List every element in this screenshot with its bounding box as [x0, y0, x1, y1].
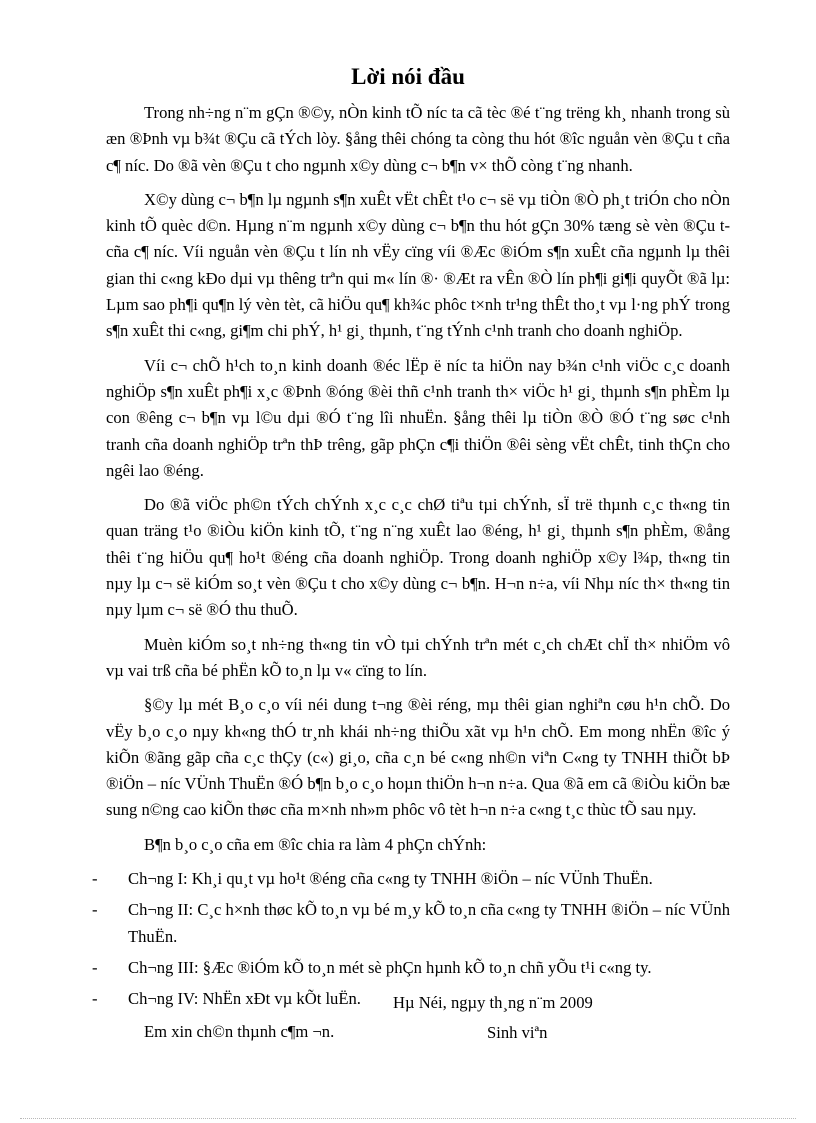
paragraph: X©y dùng c¬ b¶n lµ ngµnh s¶n xuÊt vËt chÊt t¹o c¬ së vµ tiÒn ®Ò ph¸t triÓn cho nÒn kinh tÕ quèc d©n. Hµng n¨m ngµnh x©y dùng c¬ b¶n thu hót gÇn 30% tæng sè vèn ®Çu t cña c¶ níc. Víi nguån vèn ®Çu t lín nh vËy cïng víi ®Æc ®iÓm s¶n xuÊt cña ngµnh lµ thêi gian thi c«ng kÐo dµi vµ thêng trªn qui m« lín ®· ®Æt ra vÊn ®Ò lín ph¶i gi¶i quyÕt ®ã lµ: Lµm sao ph¶i qu¶n lý vèn tèt, cã hiÖu qu¶ kh¾c phôc t×nh tr¹ng thÊt tho¸t vµ l·ng phÝ trong s¶n xuÊt thi c«ng, gi¶m chi phÝ, h¹ gi¸ thµnh, t¨ng tÝnh c¹nh tranh cho doanh nghiÖp. [106, 189, 730, 341]
chapter-text: Ch¬ng I: Kh¸i qu¸t vµ ho¹t ®éng cña c«ng ty TNHH ®iÖn – níc VÜnh ThuËn. [128, 869, 653, 889]
place-date: Hµ Néi, ngµy th¸ng n¨m 2009 [393, 993, 593, 1012]
paragraph: B¶n b¸o c¸o cña em ®îc chia ra làm 4 phÇn chÝnh: [144, 834, 487, 854]
signature-block [393, 988, 713, 1048]
list-bullet: - [92, 957, 98, 977]
chapter-text: Ch¬ng II: C¸c h×nh thøc kÕ to¸n vµ bé m¸y kÕ to¸n cña c«ng ty TNHH ®iÖn – níc VÜnh ThuËn. [128, 900, 730, 946]
paragraph: Trong nh÷ng n¨m gÇn ®©y, nÒn kinh tÕ níc ta cã tèc ®é t¨ng trëng kh¸ nhanh trong sù æn ®Þnh vµ b¾t ®Çu cã tÝch lòy. §ång thêi chóng ta còng thu hót ®îc nguån vèn ®Çu t cña c¶ níc. Do ®ã vèn ®Çu t cho ngµnh x©y dùng c¬ b¶n v× thÕ còng t¨ng nhanh. [106, 103, 730, 175]
paragraph: Do ®ã viÖc ph©n tÝch chÝnh x¸c c¸c chØ tiªu tµi chÝnh, sÏ trë thµnh c¸c th«ng tin quan träng t¹o ®iÒu kiÖn kinh tÕ, t¨ng n¨ng xuÊt lao ®éng, h¹ gi¸ thµnh s¶n phÈm, ®ång thêi t¨ng hiÖu qu¶ ho¹t ®éng cña doanh nghiÖp. Trong doanh nghiÖp x©y l¾p, th«ng tin nµy lµ c¬ së kiÓm so¸t vèn ®Çu t cho x©y dùng c¬ b¶n. H¬n n÷a, víi Nhµ níc th× th«ng tin nµy lµm c¬ së ®Ó thu thuÕ. [106, 495, 730, 620]
list-bullet: - [92, 900, 98, 920]
chapter-item [92, 955, 730, 981]
paragraph: Muèn kiÓm so¸t nh÷ng th«ng tin vÒ tµi chÝnh trªn mét c¸ch chÆt chÏ th× nhiÖm vô vµ vai trß cña bé phËn kÕ to¸n lµ v« cïng to lín. [106, 634, 730, 680]
paragraph: Víi c¬ chÕ h¹ch to¸n kinh doanh ®éc lËp ë níc ta hiÖn nay b¾n c¹nh viÖc c¸c doanh nghiÖp s¶n xuÊt ph¶i x¸c ®Þnh ®óng ®èi thñ c¹nh tranh th× viÖc h¹ gi¸ thµnh s¶n phÈm lµ con ®êng c¬ b¶n vµ l©u dµi ®Ó t¨ng lîi nhuËn. §ång thêi lµ tiÒn ®Ò ®Ó t¨ng søc c¹nh tranh cña doanh nghiÖp trªn thÞ trêng, gãp phÇn c¶i thiÖn ®êi sèng vËt chÊt, tinh thÇn cho ngêi lao ®éng. [106, 355, 730, 480]
signer-role: Sinh viªn [487, 1023, 548, 1042]
chapter-text: Ch¬ng III: §Æc ®iÓm kÕ to¸n mét sè phÇn hµnh kÕ to¸n chñ yÕu t¹i c«ng ty. [128, 957, 652, 977]
list-bullet: - [92, 989, 98, 1009]
paragraph: §©y lµ mét B¸o c¸o víi néi dung t¬ng ®èi réng, mµ thêi gian nghiªn cøu h¹n chÕ. Do vËy b¸o c¸o nµy kh«ng thÓ tr¸nh khái nh÷ng thiÕu xãt vµ h¹n chÕ. Em mong nhËn ®îc ý kiÕn ®ãng gãp cña c¸c thÇy (c«) gi¸o, cña c¸n bé c«ng nh©n viªn C«ng ty TNHH thiÕt bÞ ®iÖn – níc VÜnh ThuËn ®Ó b¶n b¸o c¸o hoµn thiÖn h¬n n÷a. Qua ®ã em cã ®iÒu kiÖn bæ sung n©ng cao kiÕn thøc cña m×nh nh»m phôc vô tèt h¬n n÷a c«ng t¸c thùc tÕ sau nµy. [106, 695, 730, 820]
chapter-text: Ch¬ng IV: NhËn xÐt vµ kÕt luËn. [128, 989, 361, 1009]
closing-line: Em xin ch©n thµnh c¶m ¬n. [144, 1021, 335, 1041]
list-bullet: - [92, 869, 98, 889]
page-title: Lời nói đầu [351, 64, 465, 89]
document-body [92, 100, 730, 1053]
chapter-item [92, 866, 730, 892]
page-bottom-divider [20, 1118, 796, 1119]
chapter-item [92, 897, 730, 950]
